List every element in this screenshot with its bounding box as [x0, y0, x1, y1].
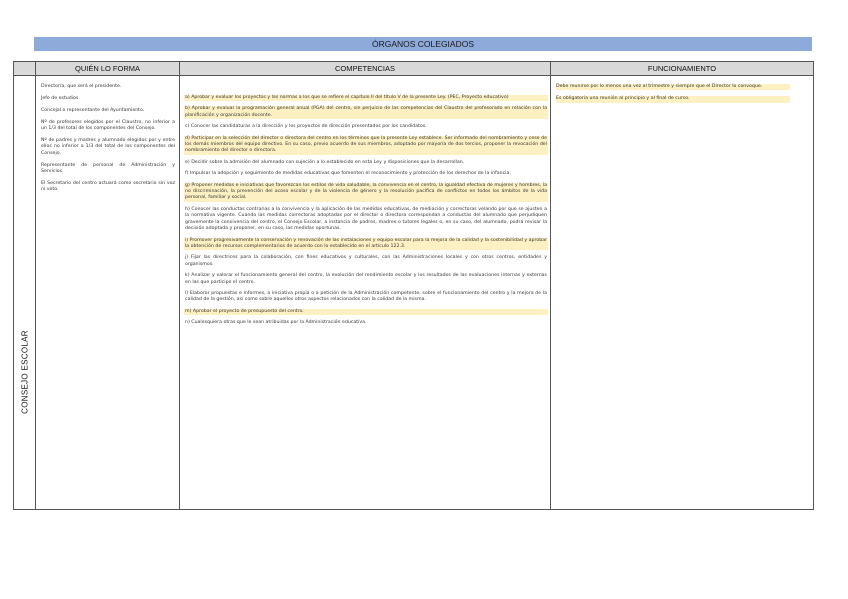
- column-divider: [179, 62, 180, 509]
- competencias-column: [184, 95, 548, 332]
- column-divider: [35, 62, 36, 509]
- column-divider: [550, 62, 551, 509]
- competencia-item: d) Participar en la selección del director o directora del centro en los términos que la presente Ley establece. Ser informado del nombramiento y cese de los demás miembros del equipo directivo. En su caso, previo acuerdo de sus miembros, adoptado por mayoría de dos tercios, proponer la revocación del nombramiento del director o directora.: [185, 135, 547, 154]
- competencia-item: g) Proponer medidas e iniciativas que favorezcan los estilos de vida saludable, la convivencia en el centro, la igualdad efectiva de mujeres y hombres, la no discriminación, la prevención del acoso escolar y de la violencia de género y la resolución pacífica de conflictos en todos los ámbitos de la vida personal, familiar y social.: [185, 182, 547, 201]
- quien-item: Nº de profesores elegidos por el Claustro, no inferior a un 1/3 del total de los componentes del Consejo.: [41, 119, 175, 132]
- row-label: CONSEJO ESCOLAR: [20, 330, 30, 414]
- funcionamiento-item: Debe reunirse por lo menos una vez al trimestre y siempre que el Director lo convoque.: [556, 84, 790, 90]
- quien-item: Concejal o representante del Ayuntamiento.: [41, 107, 145, 113]
- competencia-item: c) Conocer las candidaturas a la dirección y los proyectos de dirección presentados por los candidatos.: [185, 124, 427, 130]
- quien-item: El Secretario del centro actuará como secretario sin voz ni voto.: [41, 181, 175, 193]
- quien-item: Jefe de estudios.: [41, 95, 80, 101]
- page-title: ÓRGANOS COLEGIADOS: [34, 37, 812, 51]
- competencia-item: n) Cualesquiera otras que le sean atribuidas por la Administración educativa.: [185, 320, 367, 326]
- header-funcionamiento: FUNCIONAMIENTO: [647, 64, 717, 73]
- competencia-item: l) Elaborar propuestas e informes, a iniciativa propia o a petición de la Administración competente, sobre el funcionamiento del centro y la mejora de la calidad de la gestión, así como sobre aquellos otros aspectos relacionados con la calidad de la misma.: [185, 290, 547, 303]
- competencia-item: f) Impulsar la adopción y seguimiento de medidas educativas que fomenten el reconocimiento y protección de los derechos de la infancia.: [185, 171, 511, 177]
- quien-item: Director/a, que será el presidente.: [41, 84, 122, 89]
- header-competencias: COMPETENCIAS: [334, 64, 395, 73]
- organos-table: [13, 61, 814, 510]
- competencia-item: m) Aprobar el proyecto de presupuesto del centro.: [184, 309, 548, 315]
- competencia-item: j) Fijar las directrices para la colaboración, con fines educativos y culturales, con las Administraciones locales y con otros centros, entidades y organismos.: [185, 255, 547, 267]
- competencia-item: i) Promover progresivamente la conservación y renovación de las instalaciones y equipo escolar para la mejora de la calidad y la sostenibilidad y aprobar la obtención de recursos complementarios de acuerdo con lo establecido en el artículo 122.3.: [185, 237, 547, 249]
- table-header-row: [14, 62, 813, 76]
- competencia-item: b) Aprobar y evaluar la programación general anual (PGA) del centro, sin perjuicio de las competencias del Claustro del profesorado en relación con la planificación y organización docente.: [185, 106, 547, 118]
- competencia-item: h) Conocer las conductas contrarias a la convivencia y la aplicación de las medidas educativas, de mediación y correctoras velando por que se ajusten a la normativa vigente. Cuando las medidas correctoras adoptadas por el director o directora correspondan a conductas del alumnado que perjudiquen gravemente la convivencia del centro, el Consejo Escolar, a instancia de padres, madres o tutores legales o, en su caso, del alumnado, podrá revisar la decisión adoptada y proponer, en su caso, las medidas oportunas.: [185, 206, 547, 232]
- competencia-item: e) Decidir sobre la admisión del alumnado con sujeción a lo establecido en esta Ley y disposiciones que la desarrollan.: [185, 159, 465, 165]
- quien-item: Representante de personal de Administración y Servicios.: [41, 162, 175, 175]
- competencia-item: a) Aprobar y evaluar los proyectos y las normas a los que se refiere el capítulo II del título V de la presente Ley. (PEC, Proyecto educativo): [184, 95, 548, 101]
- quien-column: [41, 84, 175, 199]
- header-quien: QUIÉN LO FORMA: [74, 64, 140, 73]
- quien-item: Nº de padres y madres y alumnado elegidos por y entre ellos no inferior a 1/3 del total de los componentes del Consejo.: [41, 138, 175, 156]
- row-label-container: [17, 330, 33, 414]
- competencia-item: k) Analizar y valorar el funcionamiento general del centro, la evolución del rendimiento escolar y los resultados de las evaluaciones internas y externas en las que participe el centro.: [185, 273, 547, 285]
- funcionamiento-column: [556, 84, 790, 109]
- funcionamiento-item: Es obligatoria una reunión al principio y al final de curso.: [556, 96, 790, 102]
